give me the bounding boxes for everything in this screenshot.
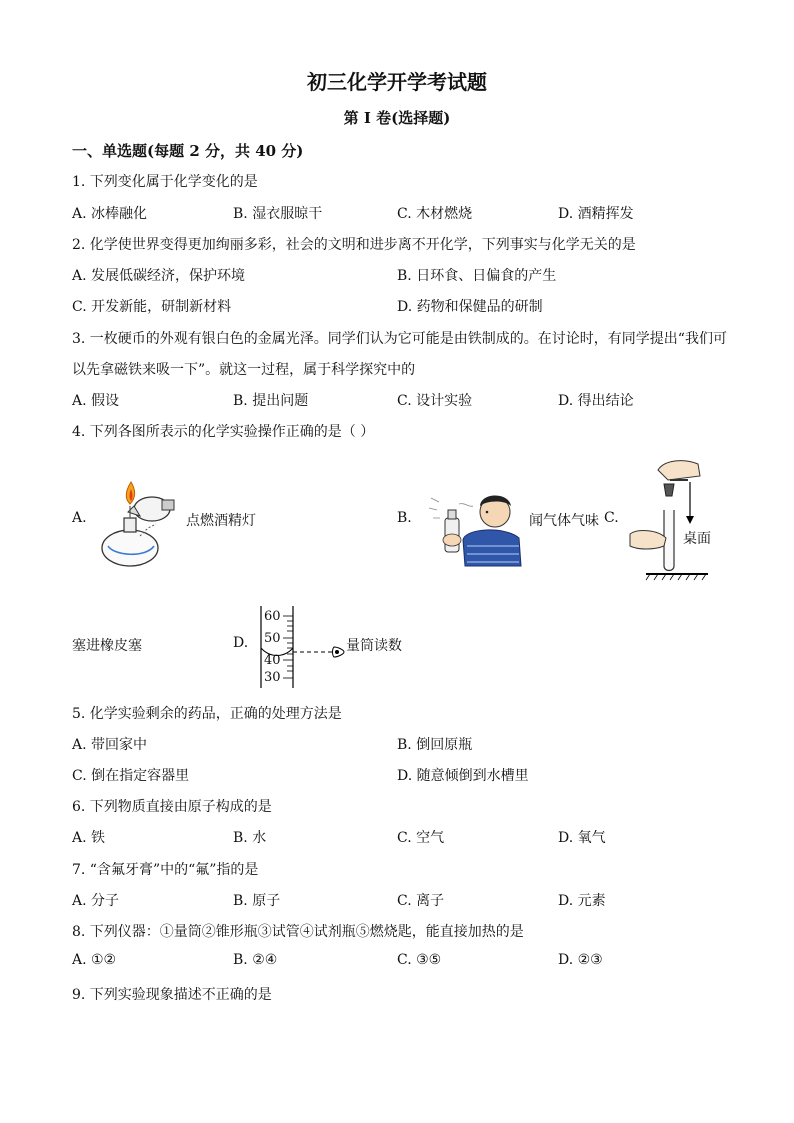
- option-c: C. 木材燃烧: [397, 206, 473, 222]
- question-stem: 9. 下列实验现象描述不正确的是: [72, 987, 272, 1003]
- figure-b-caption: 闻气体气味: [529, 513, 599, 529]
- figure-c-side-label: 桌面: [683, 531, 711, 547]
- figure-c-letter: C.: [604, 510, 619, 526]
- page-title: 初三化学开学考试题: [307, 70, 487, 94]
- test-tube-stopper-figure: [628, 454, 710, 580]
- option-c: C. 空气: [397, 830, 445, 846]
- question-stem: 6. 下列物质直接由原子构成的是: [72, 799, 272, 815]
- option-c: C. 开发新能，研制新材料: [72, 299, 232, 315]
- figure-b-letter: B.: [397, 510, 412, 526]
- figure-a-caption: 点燃酒精灯: [186, 513, 256, 529]
- tick-label-30: 30: [264, 670, 281, 685]
- question-stem: 7. “含氟牙膏”中的“氟”指的是: [72, 862, 259, 878]
- question-stem: 8. 下列仪器：①量筒②锥形瓶③试管④试剂瓶⑤燃烧匙，能直接加热的是: [72, 924, 524, 940]
- option-d: D. 元素: [558, 893, 606, 909]
- question-stem: 1. 下列变化属于化学变化的是: [72, 174, 258, 190]
- option-a: A. 发展低碳经济，保护环境: [72, 268, 246, 284]
- option-a: A. 带回家中: [72, 737, 148, 753]
- option-d: D. 药物和保健品的研制: [397, 299, 543, 315]
- option-b: B. 原子: [233, 893, 281, 909]
- question-stem-line1: 3. 一枚硬币的外观有银白色的金属光泽。同学们认为它可能是由铁制成的。在讨论时，有同学提出“我们可: [72, 331, 727, 347]
- option-a: A. 铁: [72, 830, 106, 846]
- alcohol-lamp-figure: [100, 476, 185, 572]
- option-c: C. ③⑤: [397, 952, 442, 968]
- option-a: A. 冰棒融化: [72, 206, 148, 222]
- option-c: C. 设计实验: [397, 393, 473, 409]
- volume-subtitle: 第 I 卷(选择题): [343, 109, 451, 127]
- option-b: B. ②④: [233, 952, 278, 968]
- question-stem: 4. 下列各图所表示的化学实验操作正确的是（ ）: [72, 424, 375, 440]
- question-stem: 2. 化学使世界变得更加绚丽多彩，社会的文明和进步离不开化学，下列事实与化学无关的是: [72, 237, 636, 253]
- figure-d-caption: 量筒读数: [346, 638, 402, 654]
- figure-c-caption: 塞进橡皮塞: [72, 638, 142, 654]
- figure-d-letter: D.: [233, 635, 249, 651]
- tick-label-60: 60: [264, 609, 281, 624]
- question-stem-line2: 以先拿磁铁来吸一下”。就这一过程，属于科学探究中的: [72, 362, 416, 378]
- option-a: A. 分子: [72, 893, 120, 909]
- option-d: D. 得出结论: [558, 393, 634, 409]
- option-d: D. 随意倾倒到水槽里: [397, 768, 529, 784]
- option-c: C. 离子: [397, 893, 445, 909]
- option-d: D. ②③: [558, 952, 603, 968]
- option-b: B. 倒回原瓶: [397, 737, 473, 753]
- option-b: B. 水: [233, 830, 267, 846]
- option-a: A. ①②: [72, 952, 117, 968]
- option-b: B. 日环食、日偏食的产生: [397, 268, 557, 284]
- option-d: D. 酒精挥发: [558, 206, 634, 222]
- section-heading: 一、单选题(每题 2 分，共 40 分): [72, 142, 304, 160]
- option-d: D. 氧气: [558, 830, 606, 846]
- tick-label-50: 50: [264, 631, 281, 646]
- tick-label-40: 40: [264, 653, 281, 668]
- option-b: B. 提出问题: [233, 393, 309, 409]
- option-a: A. 假设: [72, 393, 120, 409]
- question-stem: 5. 化学实验剩余的药品，正确的处理方法是: [72, 706, 342, 722]
- option-c: C. 倒在指定容器里: [72, 768, 190, 784]
- smelling-gas-figure: [425, 482, 525, 566]
- figure-a-letter: A.: [72, 510, 87, 526]
- option-b: B. 湿衣服晾干: [233, 206, 323, 222]
